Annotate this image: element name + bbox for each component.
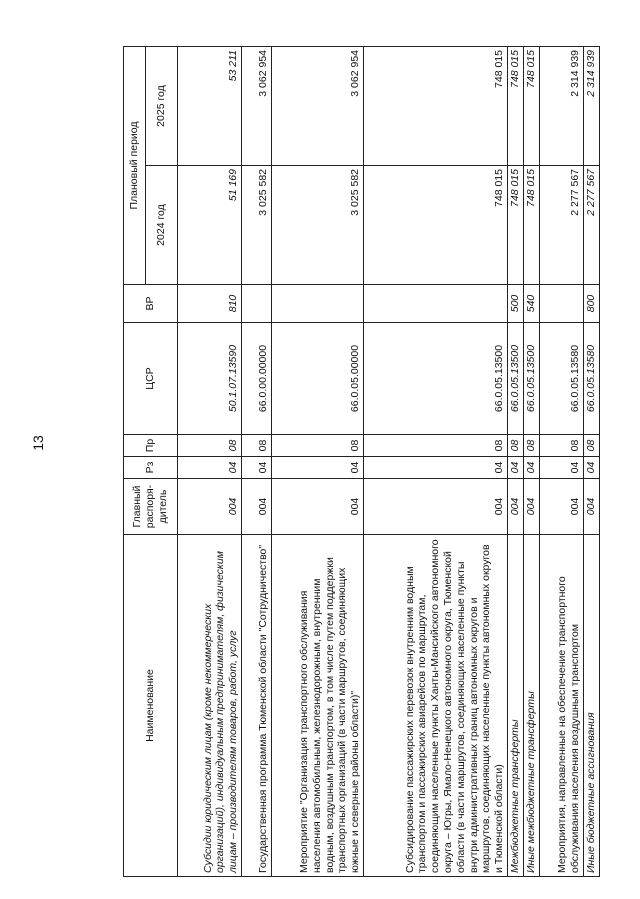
- row-rz: 04: [584, 457, 600, 479]
- row-rz: 04: [178, 457, 242, 479]
- row-2024: 2 277 567: [584, 166, 600, 285]
- table-row: [178, 47, 242, 877]
- row-name: Мероприятие "Организация транспортного обслуживания населения автомобильным, железнодорожным, внутренним водным, воздушным транспортом, в том числе путем поддержки транспортных организаций (в части маршрутов, соединяющих южные и северные районы области)": [272, 535, 364, 877]
- row-2025: 3 062 954: [242, 47, 272, 166]
- row-name: Субсидирование пассажирских перевозок внутренним водным транспортом и пассажирских авиарейсов по маршрутам, соединяющим населенные пункты Ханты-Мансийского автономного округа – Югры, Ямало-Ненецкого автономного округа, Тюменской области (в части маршрутов, соединяющих населенные пункты внутри административных границ автономных округов и маршрутов, соединяющих населенные пункты автономных округов и Тюменской области): [364, 535, 508, 877]
- row-rz: 04: [364, 457, 508, 479]
- header-gr: Главный распоря-дитель: [124, 479, 178, 535]
- row-pr: 08: [364, 435, 508, 457]
- row-gr: 004: [364, 479, 508, 535]
- row-gr: 004: [272, 479, 364, 535]
- table-row: [524, 47, 540, 877]
- row-rz: 04: [508, 457, 524, 479]
- row-name: Субсидии юридическим лицам (кроме некоммерческих организаций), индивидуальным предпринимателям, физическим лицам – производителям товаров, работ, услуг: [178, 535, 242, 877]
- row-pr: 08: [584, 435, 600, 457]
- table-row: [272, 47, 364, 877]
- row-pr: 08: [508, 435, 524, 457]
- row-rz: 04: [272, 457, 364, 479]
- row-name: Иные бюджетные ассигнования: [584, 535, 600, 877]
- row-name: Иные межбюджетные трансферты: [524, 535, 540, 877]
- row-vr: 810: [178, 285, 242, 323]
- table-row: [242, 47, 272, 877]
- row-2025: 748 015: [364, 47, 508, 166]
- header-pr: Пр: [124, 435, 178, 457]
- row-2025: 748 015: [524, 47, 540, 166]
- header-rz: Рз: [124, 457, 178, 479]
- row-vr: 540: [524, 285, 540, 323]
- row-gr: 004: [584, 479, 600, 535]
- table-row: [508, 47, 524, 877]
- row-csr: 66.0.05.13500: [524, 323, 540, 435]
- row-pr: 08: [524, 435, 540, 457]
- row-2025: 3 062 954: [272, 47, 364, 166]
- row-2024: 748 015: [508, 166, 524, 285]
- row-name: Межбюджетные трансферты: [508, 535, 524, 877]
- header-csr: ЦСР: [124, 323, 178, 435]
- row-2025: 53 211: [178, 47, 242, 166]
- header-planned-period: Плановый период: [124, 47, 146, 285]
- row-rz: 04: [242, 457, 272, 479]
- header-year-2025: 2025 год: [146, 47, 178, 166]
- row-name: Государственная программа Тюменской области "Сотрудничество": [242, 535, 272, 877]
- budget-table-wrapper: [123, 47, 598, 877]
- row-vr: [364, 285, 508, 323]
- row-csr: 66.0.00.00000: [242, 323, 272, 435]
- budget-table: [123, 46, 600, 877]
- row-pr: 08: [272, 435, 364, 457]
- row-2024: 748 015: [524, 166, 540, 285]
- row-2024: 51 169: [178, 166, 242, 285]
- row-gr: 004: [178, 479, 242, 535]
- row-vr: 800: [584, 285, 600, 323]
- table-row: [584, 47, 600, 877]
- row-pr: 08: [540, 435, 584, 457]
- header-vr: ВР: [124, 285, 178, 323]
- row-csr: 66.0.05.00000: [272, 323, 364, 435]
- row-pr: 08: [242, 435, 272, 457]
- row-rz: 04: [540, 457, 584, 479]
- row-csr: 66.0.05.13500: [364, 323, 508, 435]
- row-2024: 2 277 567: [540, 166, 584, 285]
- row-name: Мероприятия, направленные на обеспечение транспортного обслуживания населения воздушным транспортом: [540, 535, 584, 877]
- row-2024: 3 025 582: [242, 166, 272, 285]
- page-number: 13: [29, 435, 46, 451]
- row-gr: 004: [508, 479, 524, 535]
- row-vr: [272, 285, 364, 323]
- row-gr: 004: [540, 479, 584, 535]
- table-row: [540, 47, 584, 877]
- row-rz: 04: [524, 457, 540, 479]
- row-gr: 004: [242, 479, 272, 535]
- row-2025: 748 015: [508, 47, 524, 166]
- row-vr: 500: [508, 285, 524, 323]
- header-year-2024: 2024 год: [146, 166, 178, 285]
- row-csr: 50.1.07.13590: [178, 323, 242, 435]
- row-csr: 66.0.05.13580: [540, 323, 584, 435]
- row-vr: [540, 285, 584, 323]
- row-csr: 66.0.05.13580: [584, 323, 600, 435]
- row-2025: 2 314 939: [540, 47, 584, 166]
- header-name: Наименование: [124, 535, 178, 877]
- row-pr: 08: [178, 435, 242, 457]
- row-vr: [242, 285, 272, 323]
- row-csr: 66.0.05.13500: [508, 323, 524, 435]
- row-2024: 748 015: [364, 166, 508, 285]
- row-gr: 004: [524, 479, 540, 535]
- row-2024: 3 025 582: [272, 166, 364, 285]
- row-2025: 2 314 939: [584, 47, 600, 166]
- table-row: [364, 47, 508, 877]
